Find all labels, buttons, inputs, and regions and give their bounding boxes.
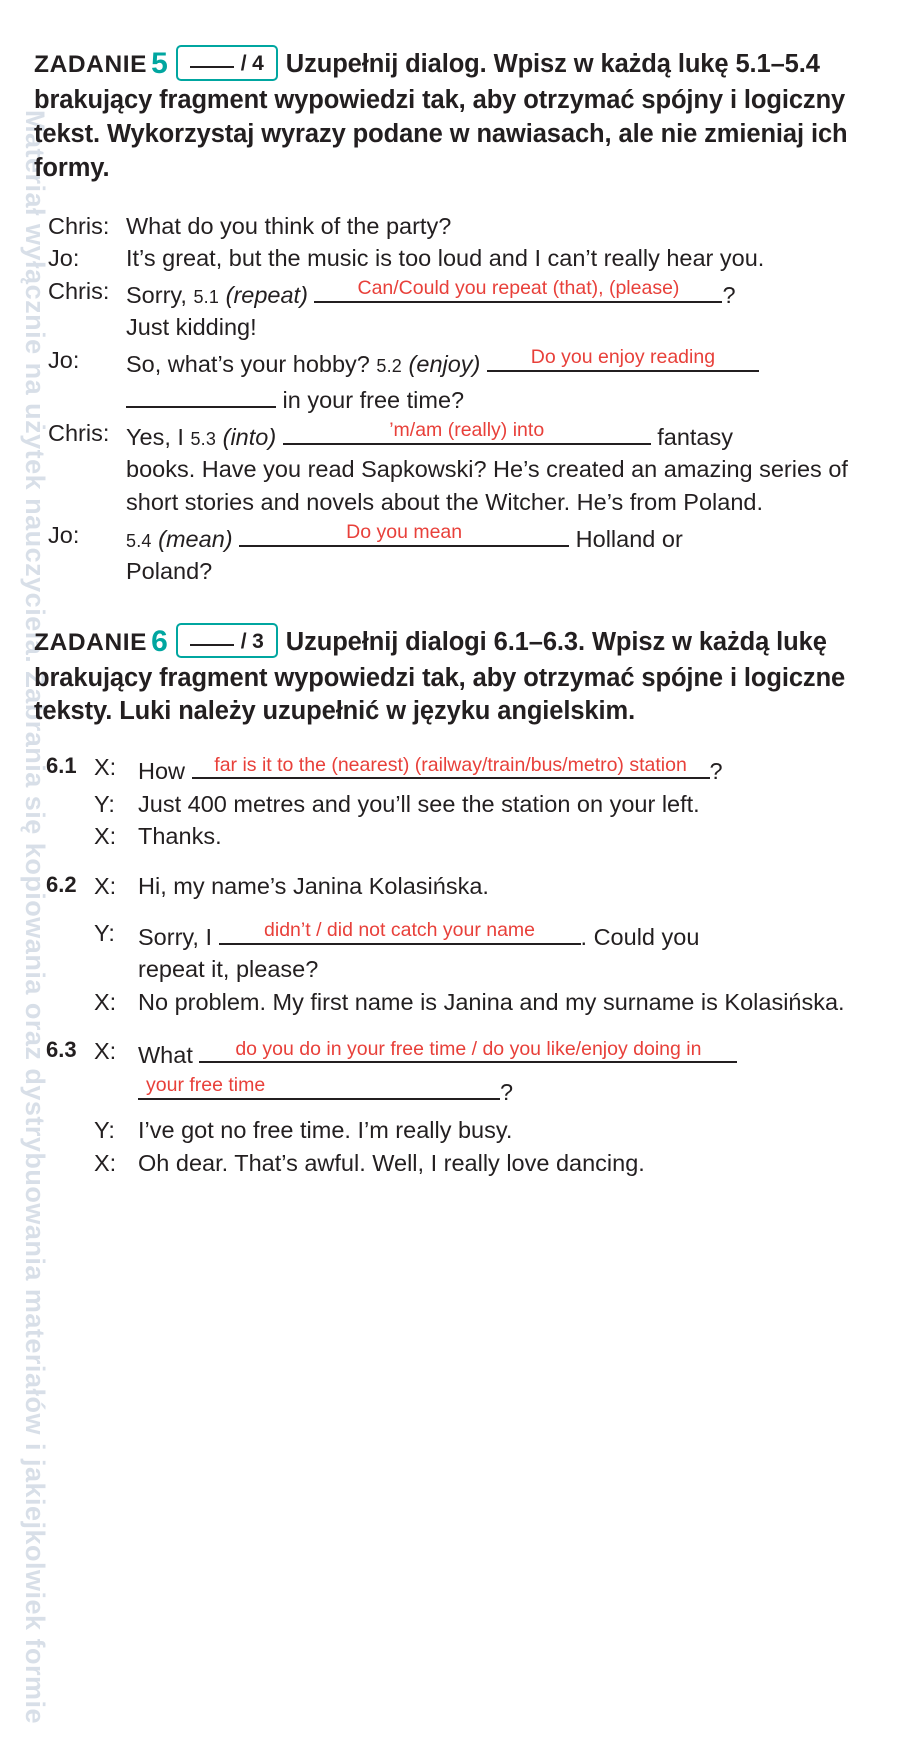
answer-text: ’m/am (really) into [389,419,545,442]
speaker-label: Jo: [48,346,80,373]
answer-blank-6-1[interactable] [192,751,710,779]
line-prefix: Sorry, I [138,923,212,950]
task-6-score-input[interactable] [190,627,234,646]
answer-blank-5-3[interactable] [283,417,651,445]
line-continuation: Poland? [126,558,213,585]
speaker-text [126,519,884,588]
answer-text: your free time [146,1074,266,1097]
dialogue-line [94,986,884,1019]
gap-cue: (mean) [158,525,233,552]
speaker-label: X: [94,872,117,899]
answer-text: Do you enjoy reading [530,346,716,369]
answer-blank-5-1[interactable] [314,275,722,303]
task-6-header [34,622,884,730]
speaker-label: X: [94,1149,117,1176]
task-6-number: 6 [151,624,168,658]
speaker-label: Y: [94,919,115,946]
speaker-label: Jo: [48,521,80,548]
item-dialogue [94,1035,884,1179]
speaker-text [126,417,884,519]
speaker-text: Oh dear. That’s awful. Well, I really love dancing. [138,1149,645,1176]
dialogue-line [94,788,884,821]
speaker-text: Just 400 metres and you’ll see the station on your left. [138,790,700,817]
task-6-score-total: / 3 [240,629,264,653]
line-suffix: ? [500,1078,514,1105]
dialogue-line [34,275,884,344]
answer-blank-5-2[interactable] [487,344,759,372]
line-suffix: ? [722,281,736,308]
answer-text: didn’t / did not catch your name [264,919,536,942]
answer-blank-5-4[interactable] [239,519,569,547]
speaker-label: Chris: [48,277,110,304]
task-5-instruction: Uzupełnij dialog. Wpisz w każdą lukę 5.1–5.4 brakujący fragment wypowiedzi tak, aby otrzymać spójny i logiczny tekst. Wykorzystaj wyrazy podane w nawiasach, ale nie zmieniaj ich formy. [34,50,848,182]
dialogue-line [34,210,884,243]
gap-number: 5.2 [376,355,403,376]
dialogue-line [94,1114,884,1147]
item-dialogue [94,870,884,1018]
gap-cue: (enjoy) [408,350,481,377]
answer-text: Do you mean [346,521,463,544]
dialogue-line [34,417,884,519]
gap-number: 5.1 [193,286,220,307]
speaker-label: X: [94,823,117,850]
speaker-text [138,917,884,986]
line-prefix: How [138,758,186,785]
item-number: 6.2 [46,871,77,897]
line-prefix: So, what’s your hobby? [126,350,370,377]
item-number: 6.1 [46,753,77,779]
task-5-score-box[interactable] [176,45,278,81]
item-dialogue [94,751,884,853]
answer-blank-6-3-cont[interactable] [138,1072,500,1100]
task-6-label: ZADANIE [34,628,148,656]
line-suffix: . Could you [580,923,700,950]
dialogue-line [94,1035,884,1108]
gap-cue: (repeat) [225,281,308,308]
speaker-label: X: [94,754,117,781]
speaker-text: I’ve got no free time. I’m really busy. [138,1117,513,1144]
answer-text: do you do in your free time / do you like/enjoy doing in [235,1037,702,1060]
line-continuation: repeat it, please? [138,956,319,983]
speaker-text [138,1035,884,1108]
task-5-header [34,44,884,186]
speaker-label: X: [94,1038,117,1065]
list-item [34,1035,884,1179]
line-continuation [138,1072,884,1109]
list-item [34,870,884,1018]
dialogue-line [94,917,884,986]
task-5-dialogue [34,210,884,588]
watermark: Materiał wyłącznie na użytek nauczyciela. Zabrania się kopiowania oraz dystrybuowania materiałów i jakiejkolwiek formie [20,110,50,1725]
speaker-label: X: [94,988,117,1015]
speaker-text: No problem. My first name is Janina and my surname is Kolasińska. [138,988,845,1015]
item-number: 6.3 [46,1037,77,1063]
speaker-text [126,344,884,417]
answer-text: far is it to the (nearest) (railway/train/bus/metro) station [214,753,687,776]
speaker-label: Jo: [48,245,80,272]
speaker-text: Hi, my name’s Janina Kolasińska. [138,872,489,899]
line-continuation [126,380,884,417]
gap-number: 5.4 [126,530,152,551]
task-6-instruction: Uzupełnij dialogi 6.1–6.3. Wpisz w każdą lukę brakujący fragment wypowiedzi tak, aby otrzymać spójne i logiczne teksty. Luki należy uzupełnić w języku angielskim. [34,627,846,726]
answer-text: Can/Could you repeat (that), (please) [357,277,680,300]
speaker-text: Thanks. [138,823,222,850]
speaker-text [126,275,884,344]
dialogue-line [34,519,884,588]
line-suffix: ? [709,758,723,785]
dialogue-line [94,820,884,853]
line-continuation: books. Have you read Sapkowski? He’s created an amazing series of short stories and novels about the Witcher. He’s from Poland. [126,456,848,515]
task-5-score-input[interactable] [190,49,234,68]
dialogue-line [94,1147,884,1180]
line-suffix: Holland or [575,525,683,552]
answer-blank-6-3[interactable] [199,1035,737,1063]
task-6-score-box[interactable] [176,623,278,659]
dialogue-line [94,751,884,788]
answer-blank-6-2[interactable] [219,917,581,945]
dialogue-line [34,344,884,417]
line-prefix: Sorry, [126,281,187,308]
task-5-number: 5 [151,47,168,80]
speaker-label: Y: [94,790,115,817]
task-5-score-total: / 4 [240,52,264,75]
task-5-label: ZADANIE [34,51,148,78]
speaker-text: It’s great, but the music is too loud and I can’t really hear you. [126,245,765,272]
list-item [34,751,884,853]
speaker-label: Chris: [48,212,110,239]
task-6-items [34,751,884,1179]
gap-number: 5.3 [190,428,217,449]
speaker-label: Chris: [48,419,110,446]
line-suffix: fantasy [657,423,734,450]
gap-cue: (into) [222,423,277,450]
speaker-label: Y: [94,1117,115,1144]
dialogue-line [34,242,884,275]
line-suffix: in your free time? [282,387,465,414]
answer-blank-5-2-cont[interactable] [126,380,276,408]
speaker-text: What do you think of the party? [126,212,452,239]
speaker-text [138,751,884,788]
dialogue-line [94,870,884,903]
line-continuation: Just kidding! [126,314,257,341]
line-prefix: Yes, I [126,423,184,450]
line-prefix: What [138,1042,193,1069]
